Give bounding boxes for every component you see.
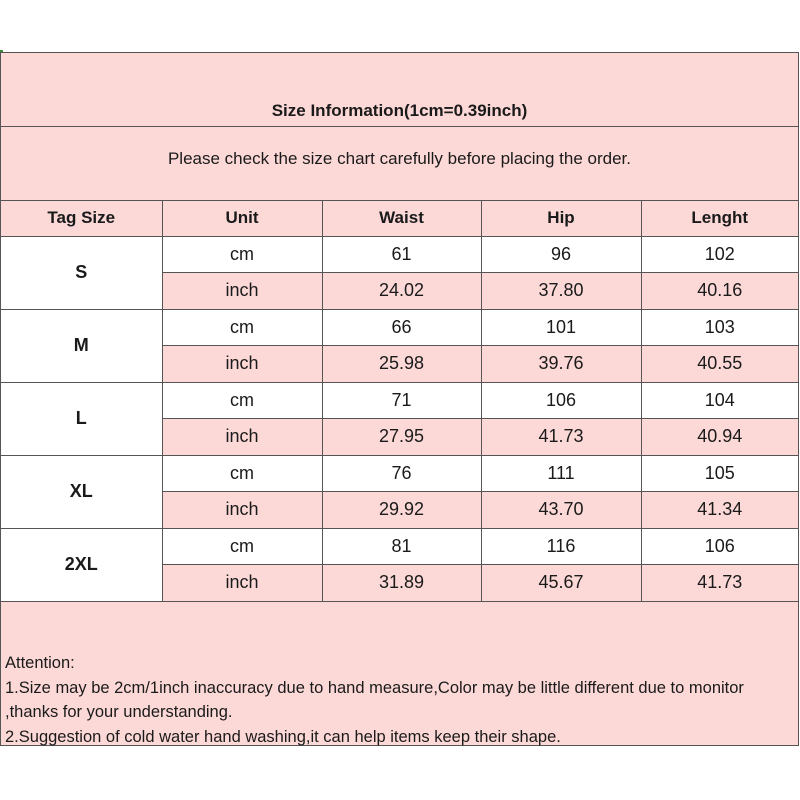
table-row	[1, 528, 798, 565]
tag-size-cell: S	[1, 236, 162, 309]
size-chart-sheet	[0, 52, 799, 746]
unit-cell: cm	[162, 455, 322, 492]
attention-notes	[5, 651, 797, 749]
length-cell: 106	[641, 528, 798, 565]
length-cell: 40.16	[641, 273, 798, 310]
length-cell: 103	[641, 309, 798, 346]
column-header-length: Lenght	[641, 201, 798, 236]
waist-cell: 81	[322, 528, 481, 565]
waist-cell: 61	[322, 236, 481, 273]
column-header-tag-size: Tag Size	[1, 201, 162, 236]
length-cell: 102	[641, 236, 798, 273]
unit-cell: inch	[162, 346, 322, 383]
hip-cell: 45.67	[481, 565, 641, 602]
waist-cell: 24.02	[322, 273, 481, 310]
hip-cell: 96	[481, 236, 641, 273]
waist-cell: 76	[322, 455, 481, 492]
size-chart-title: Size Information(1cm=0.39inch)	[1, 53, 798, 127]
hip-cell: 41.73	[481, 419, 641, 456]
notes-line-1: 1.Size may be 2cm/1inch inaccuracy due to hand measure,Color may be little different due to monitor ,thanks for your understanding.	[5, 678, 744, 721]
hip-cell: 39.76	[481, 346, 641, 383]
waist-cell: 71	[322, 382, 481, 419]
length-cell: 105	[641, 455, 798, 492]
notes-heading: Attention:	[5, 654, 75, 672]
unit-cell: inch	[162, 492, 322, 529]
unit-cell: cm	[162, 309, 322, 346]
size-chart-subtitle: Please check the size chart carefully before placing the order.	[1, 127, 798, 201]
length-cell: 104	[641, 382, 798, 419]
length-cell: 40.55	[641, 346, 798, 383]
waist-cell: 29.92	[322, 492, 481, 529]
tag-size-cell: XL	[1, 455, 162, 528]
unit-cell: cm	[162, 236, 322, 273]
table-header-row	[1, 201, 798, 236]
length-cell: 40.94	[641, 419, 798, 456]
table-row	[1, 382, 798, 419]
hip-cell: 43.70	[481, 492, 641, 529]
hip-cell: 101	[481, 309, 641, 346]
column-header-hip: Hip	[481, 201, 641, 236]
size-table	[1, 201, 798, 602]
tag-size-cell: L	[1, 382, 162, 455]
table-row	[1, 309, 798, 346]
length-cell: 41.34	[641, 492, 798, 529]
hip-cell: 37.80	[481, 273, 641, 310]
unit-cell: inch	[162, 273, 322, 310]
table-row	[1, 455, 798, 492]
unit-cell: inch	[162, 419, 322, 456]
tag-size-cell: 2XL	[1, 528, 162, 601]
notes-line-2: 2.Suggestion of cold water hand washing,it can help items keep their shape.	[5, 727, 561, 746]
unit-cell: cm	[162, 382, 322, 419]
unit-cell: inch	[162, 565, 322, 602]
waist-cell: 25.98	[322, 346, 481, 383]
hip-cell: 106	[481, 382, 641, 419]
tag-size-cell: M	[1, 309, 162, 382]
column-header-unit: Unit	[162, 201, 322, 236]
unit-cell: cm	[162, 528, 322, 565]
length-cell: 41.73	[641, 565, 798, 602]
waist-cell: 27.95	[322, 419, 481, 456]
waist-cell: 31.89	[322, 565, 481, 602]
table-row	[1, 236, 798, 273]
waist-cell: 66	[322, 309, 481, 346]
hip-cell: 116	[481, 528, 641, 565]
hip-cell: 111	[481, 455, 641, 492]
column-header-waist: Waist	[322, 201, 481, 236]
